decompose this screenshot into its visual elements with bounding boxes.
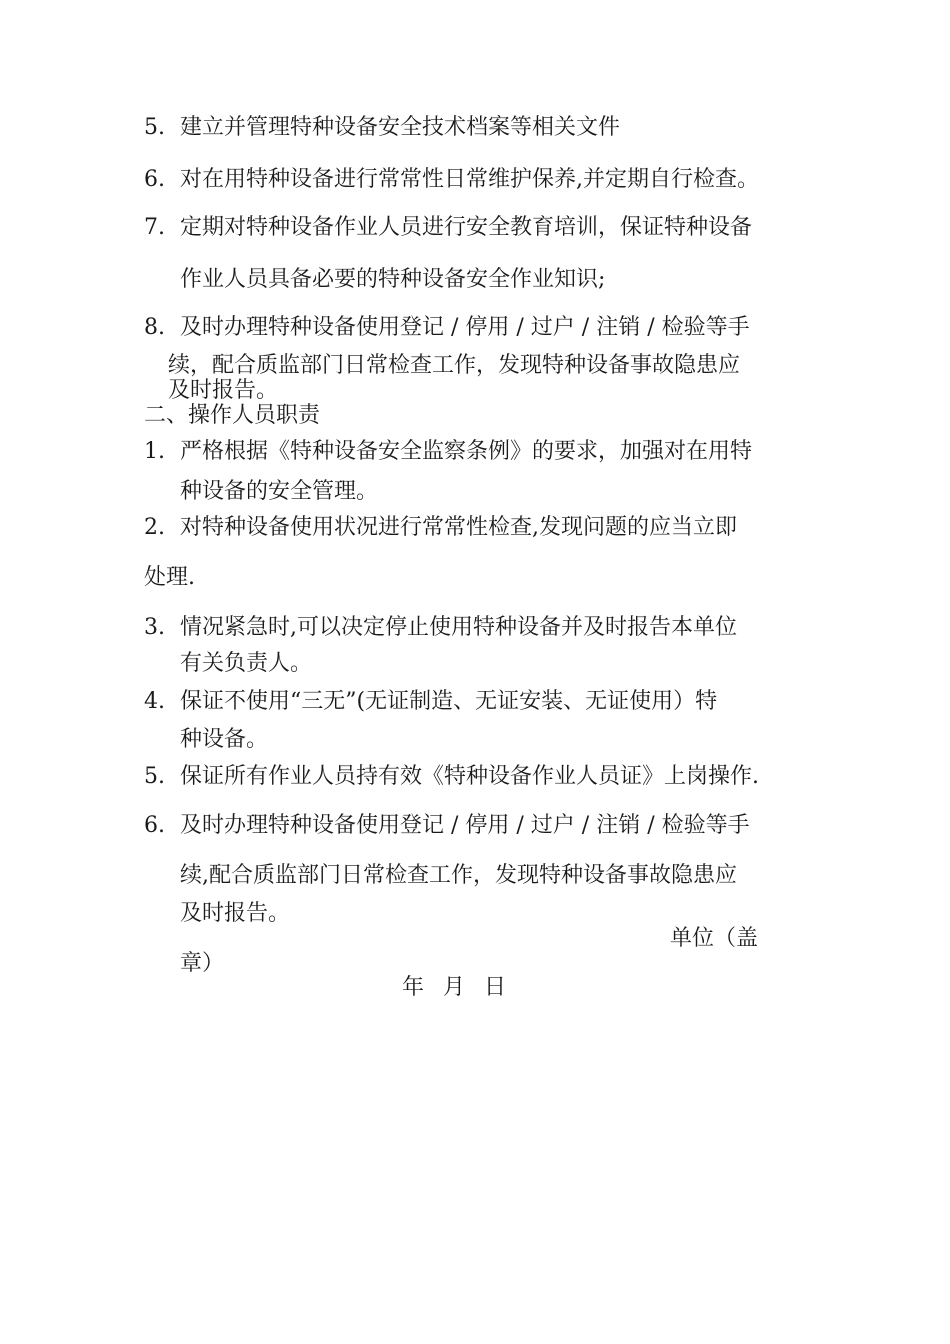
item-text: 处理. (144, 565, 195, 590)
item-number: 8. (144, 315, 165, 340)
item-text: 种设备。 (180, 727, 269, 752)
item-text: 及时报告。 (168, 378, 279, 403)
item-number: 5. (144, 764, 165, 789)
list-item (144, 614, 737, 642)
item-number: 2. (144, 515, 165, 540)
item-text: 保证不使用“三无”(无证制造、无证安装、无证使用）特 (180, 689, 718, 714)
item-number: 6. (144, 167, 165, 192)
list-item (144, 688, 717, 716)
item-text: 保证所有作业人员持有效《特种设备作业人员证》上岗操作. (180, 764, 759, 789)
list-item (144, 114, 620, 142)
list-item (144, 214, 752, 242)
item-continuation (144, 564, 195, 592)
item-number: 3. (144, 615, 165, 640)
item-text: 有关负责人。 (180, 651, 313, 676)
list-item (144, 166, 759, 194)
item-number: 7. (144, 215, 165, 240)
list-item (144, 763, 759, 791)
item-text: 对特种设备使用状况进行常常性检查,发现问题的应当立即 (180, 515, 737, 540)
unit-seal-label: 单位（盖 (670, 926, 759, 951)
item-continuation (180, 478, 378, 506)
section-heading: 二、操作人员职责 (144, 403, 321, 428)
unit-seal-label-continued: 章） (180, 951, 225, 976)
item-continuation (180, 900, 290, 928)
date-text: 年 月 日 (402, 975, 506, 1000)
list-item (144, 812, 750, 840)
item-number: 6. (144, 813, 165, 838)
item-text: 建立并管理特种设备安全技术档案等相关文件 (180, 115, 621, 140)
item-continuation (180, 862, 737, 890)
item-number: 1. (144, 439, 165, 464)
item-continuation (180, 650, 312, 678)
item-text: 及时办理特种设备使用登记 / 停用 / 过户 / 注销 / 检验等手 (180, 315, 750, 340)
item-continuation (168, 377, 278, 405)
item-text: 及时办理特种设备使用登记 / 停用 / 过户 / 注销 / 检验等手 (180, 813, 750, 838)
item-continuation (180, 266, 605, 294)
item-text: 严格根据《特种设备安全监察条例》的要求，加强对在用特 (180, 439, 753, 464)
item-number: 4. (144, 689, 165, 714)
item-continuation (180, 726, 268, 754)
date-label (402, 974, 506, 1002)
item-continuation (168, 352, 740, 380)
item-text: 情况紧急时,可以决定停止使用特种设备并及时报告本单位 (180, 615, 737, 640)
list-item (144, 514, 737, 542)
item-text: 作业人员具备必要的特种设备安全作业知识; (180, 267, 606, 292)
item-text: 及时报告。 (180, 901, 291, 926)
item-text: 种设备的安全管理。 (180, 479, 379, 504)
item-text: 定期对特种设备作业人员进行安全教育培训，保证特种设备 (180, 215, 753, 240)
item-number: 5. (144, 115, 165, 140)
item-text: 对在用特种设备进行常常性日常维护保养,并定期自行检查。 (180, 167, 759, 192)
item-text: 续,配合质监部门日常检查工作，发现特种设备事故隐患应 (180, 863, 737, 888)
list-item (144, 314, 750, 342)
item-text: 续，配合质监部门日常检查工作，发现特种设备事故隐患应 (168, 353, 741, 378)
list-item (144, 438, 752, 466)
